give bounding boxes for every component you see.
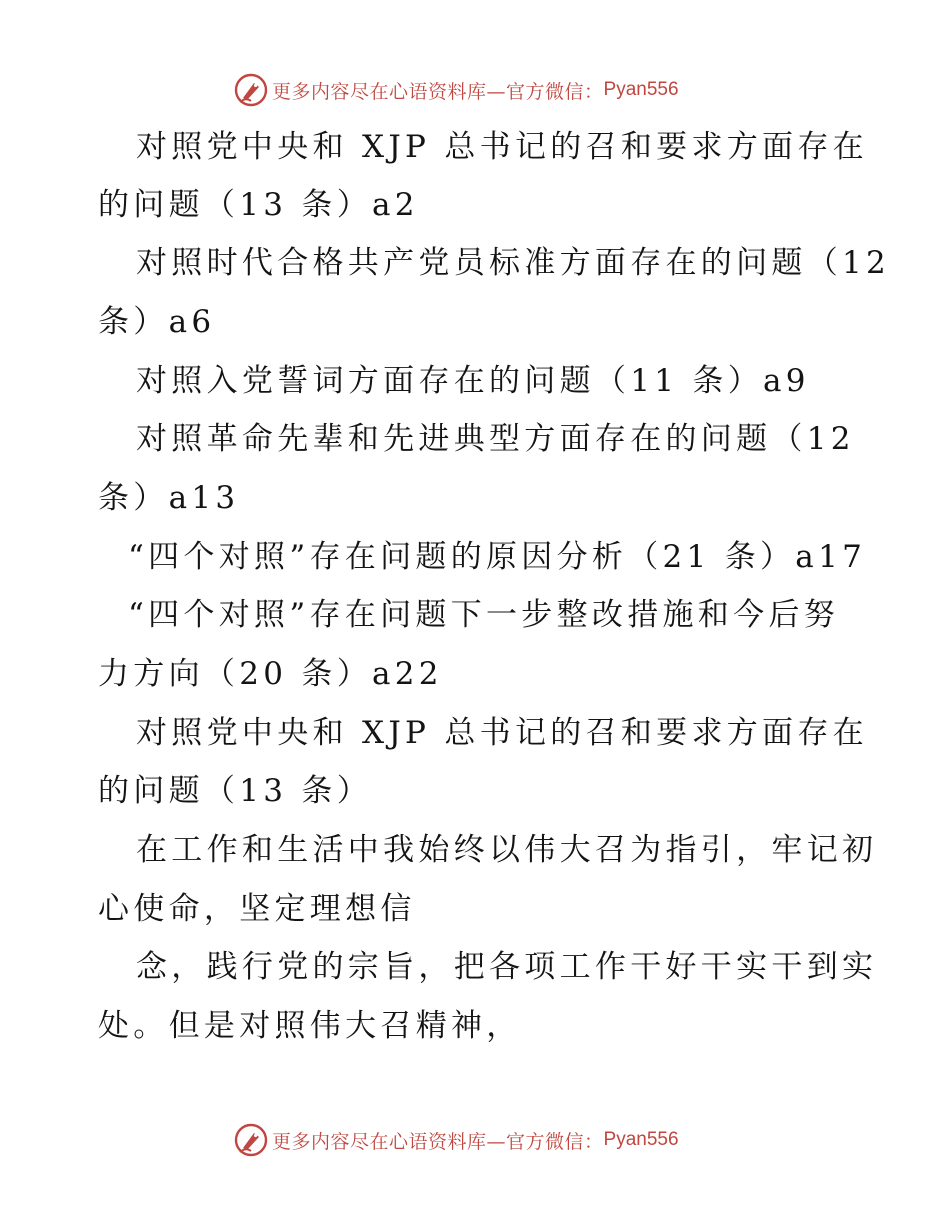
text-line: “四个对照”存在问题下一步整改措施和今后努 xyxy=(128,597,839,633)
text-line: 处。但是对照伟大召精神， xyxy=(98,1008,522,1044)
text-line: 念，践行党的宗旨，把各项工作干好干实干到实 xyxy=(136,949,878,985)
text-line: 条）a6 xyxy=(98,304,216,340)
text-line: 对照入党誓词方面存在的问题（11 条）a9 xyxy=(136,363,810,399)
text-line: 对照革命先辈和先进典型方面存在的问题（12 xyxy=(136,421,855,457)
text-line: 的问题（13 条）a2 xyxy=(98,187,419,223)
text-line: 在工作和生活中我始终以伟大召为指引，牢记初 xyxy=(136,832,878,868)
text-line: “四个对照”存在问题的原因分析（21 条）a17 xyxy=(128,539,867,575)
text-line: 条）a13 xyxy=(98,480,240,516)
text-line: 对照党中央和 XJP 总书记的召和要求方面存在 xyxy=(136,129,868,165)
footer-banner[interactable] xyxy=(234,1122,679,1158)
text-line: 力方向（20 条）a22 xyxy=(98,656,443,692)
text-line: 对照时代合格共产党员标准方面存在的问题（12 xyxy=(136,245,891,281)
footer-banner-text: 更多内容尽在心语资料库—官方微信： xyxy=(272,1130,604,1153)
pen-nib-logo-icon xyxy=(234,73,268,107)
header-banner-wechat-id: Pyan556 xyxy=(603,79,679,100)
text-line: 的问题（13 条） xyxy=(98,773,372,809)
footer-banner-wechat-id: Pyan556 xyxy=(603,1129,679,1150)
text-line: 对照党中央和 XJP 总书记的召和要求方面存在 xyxy=(136,715,868,751)
text-line: 心使命，坚定理想信 xyxy=(98,891,416,927)
header-banner[interactable] xyxy=(234,72,679,108)
header-banner-text: 更多内容尽在心语资料库—官方微信： xyxy=(272,80,604,103)
pen-nib-logo-icon xyxy=(234,1123,268,1157)
